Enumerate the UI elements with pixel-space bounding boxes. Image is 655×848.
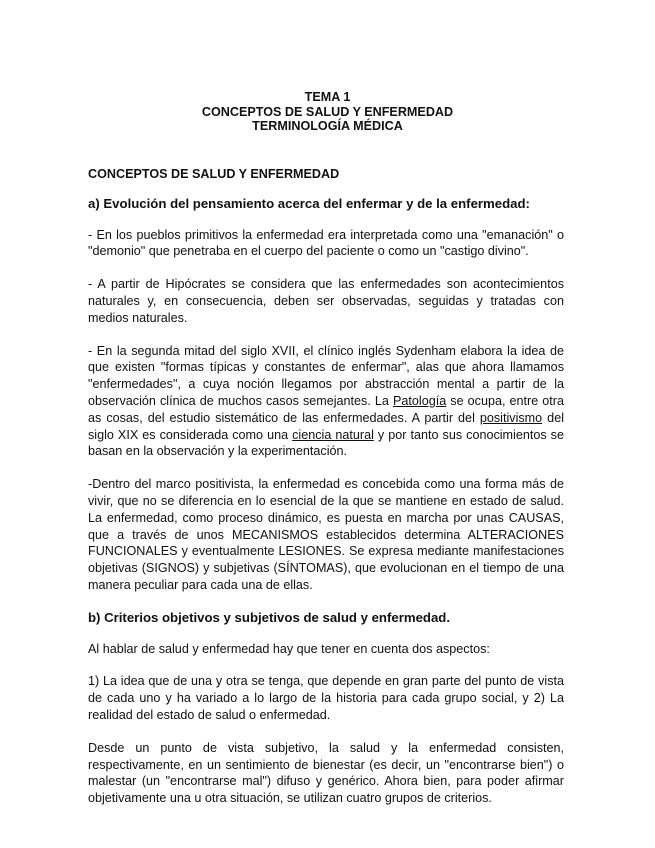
sydenham-text-1: - En la segunda mitad del siglo XVII, el clínico inglés Sydenham elabora la idea de que existen "formas típicas y constantes de enfermar", alas que ahora llamamos "enfermedades", a cuya noción llegamos por abstracción mental a partir de la observación clínica de muchos casos semejantes. La bbox=[88, 343, 564, 408]
topic-title: CONCEPTOS DE SALUD Y ENFERMEDAD bbox=[201, 104, 454, 119]
sydenham-text-2: se ocupa, entre otra as cosas, del estudio sistemático de las enfermedades. A partir del bbox=[88, 393, 565, 425]
sydenham-text-3: del siglo XIX es considerada como una bbox=[88, 410, 564, 442]
topic-number: TEMA 1 bbox=[304, 90, 351, 104]
topic-subtitle: TERMINOLOGÍA MÉDICA bbox=[252, 119, 403, 133]
sydenham-text-4: y por tanto sus conocimientos se basan en la observación y la experimentación. bbox=[88, 427, 564, 459]
paragraph-idea-reality: 1) La idea que de una y otra se tenga, que depende en gran parte del punto de vista de cada uno y ha variado a lo largo de la historia para cada grupo social, y 2) La realidad del estado de salud o enfermedad. bbox=[88, 674, 564, 722]
paragraph-positivist: -Dentro del marco positivista, la enfermedad es concebida como una forma más de vivir, que no se diferencia en lo esencial de la que se mantiene en estado de salud. La enfermedad, como proceso dinámico, es puesta en marcha por unas CAUSAS, que a través de unos MECANISMOS establecidos determina ALTERACIONES FUNCIONALES y eventualmente LESIONES. Se expresa mediante manifestaciones objetivas (SIGNOS) y subjetivas (SÍNTOMAS), que evolucionan en el tiempo de una manera peculiar para cada una de ellas. bbox=[88, 477, 564, 592]
paragraph-sydenham bbox=[88, 343, 564, 461]
ciencia-natural-link[interactable]: ciencia natural bbox=[292, 427, 374, 442]
document-body bbox=[88, 166, 564, 823]
section-heading: CONCEPTOS DE SALUD Y ENFERMEDAD bbox=[88, 167, 340, 181]
paragraph-two-aspects: Al hablar de salud y enfermedad hay que tener en cuenta dos aspectos: bbox=[88, 641, 490, 656]
paragraph-subjective-view: Desde un punto de vista subjetivo, la salud y la enfermedad consisten, respectivamente, en un sentimiento de bienestar (es decir, un "encontrarse bien") o malestar (un "encontrarse mal") difuso y genérico. Ahora bien, para poder afirmar objetivamente una u otra situación, se utilizan cuatro grupos de criterios. bbox=[88, 740, 564, 806]
document-header bbox=[0, 90, 655, 134]
positivismo-link[interactable]: positivismo bbox=[479, 410, 543, 425]
paragraph-primitive-peoples: - En los pueblos primitivos la enfermedad era interpretada como una "emanación" o "demonio" que penetraba en el cuerpo del paciente o como un "castigo divino". bbox=[88, 227, 564, 259]
patologia-link[interactable]: Patología bbox=[393, 393, 447, 408]
subsection-a-heading: a) Evolución del pensamiento acerca del enfermar y de la enfermedad: bbox=[88, 195, 530, 211]
paragraph-hippocrates: - A partir de Hipócrates se considera que las enfermedades son acontecimientos naturales y, en consecuencia, deben ser observadas, seguidas y tratadas con medios naturales. bbox=[88, 277, 564, 325]
subsection-b-heading: b) Criterios objetivos y subjetivos de salud y enfermedad. bbox=[88, 609, 451, 625]
